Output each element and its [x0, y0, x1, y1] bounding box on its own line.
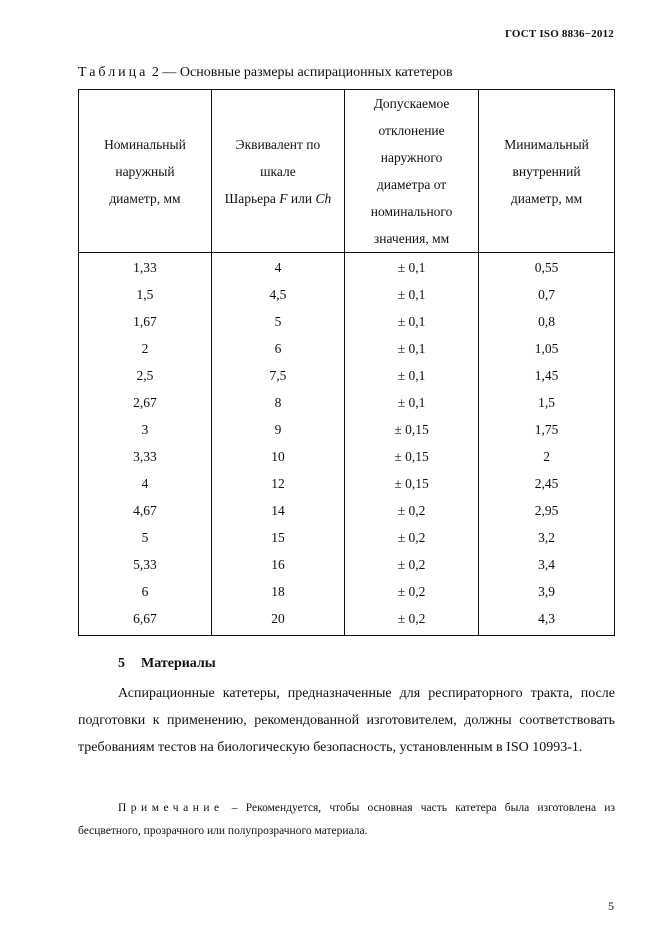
- table-row: [79, 443, 615, 470]
- table-cell: 1,33: [79, 253, 212, 282]
- table-cell: 2,67: [79, 389, 212, 416]
- table-cell: 3: [79, 416, 212, 443]
- table-row: [79, 389, 615, 416]
- table-cell: ± 0,1: [345, 389, 479, 416]
- column-header-min-inner-diameter: Минимальный внутренний диаметр, мм: [479, 90, 615, 253]
- column-header-tolerance: Допускаемое отклонение наружного диаметра от номинального значения, мм: [345, 90, 479, 253]
- table-caption-text: 2 — Основные размеры аспирационных катетеров: [148, 65, 453, 80]
- col2-line2: шкале: [260, 163, 296, 179]
- table-cell: 16: [211, 551, 344, 578]
- section-paragraph-text: Аспирационные катетеры, предназначенные для респираторного тракта, после подготовки к применению, рекомендованной изготовителем, должны соответствовать требованиям тестов на биологическую безопасность, установленным в ISO 10993-1.: [78, 686, 615, 755]
- table-cell: 9: [211, 416, 344, 443]
- table-cell: 1,5: [79, 281, 212, 308]
- column-header-charriere-equivalent: [211, 90, 344, 253]
- table-row: [79, 335, 615, 362]
- table-cell: 3,4: [479, 551, 615, 578]
- table-cell: 4,3: [479, 605, 615, 636]
- table-row: [79, 362, 615, 389]
- section-title: Материалы: [141, 656, 216, 671]
- table-cell: 6: [211, 335, 344, 362]
- note-text: – Рекомендуется, чтобы основная часть катетера была изготовлена из бесцветного, прозрачного или полупрозрачного материала.: [78, 802, 615, 837]
- catheter-dimensions-table: [78, 89, 615, 636]
- table-cell: 2,95: [479, 497, 615, 524]
- table-cell: 7,5: [211, 362, 344, 389]
- table-cell: 2: [79, 335, 212, 362]
- table-cell: 18: [211, 578, 344, 605]
- table-cell: 15: [211, 524, 344, 551]
- table-cell: 6,67: [79, 605, 212, 636]
- table-cell: ± 0,2: [345, 551, 479, 578]
- table-cell: ± 0,15: [345, 443, 479, 470]
- table-cell: 5: [211, 308, 344, 335]
- table-cell: ± 0,15: [345, 416, 479, 443]
- table-cell: 4: [211, 253, 344, 282]
- table-cell: 3,33: [79, 443, 212, 470]
- table-cell: 1,75: [479, 416, 615, 443]
- table-cell: 5,33: [79, 551, 212, 578]
- table-cell: 2,45: [479, 470, 615, 497]
- section-number: 5: [118, 656, 125, 671]
- table-body: [79, 253, 615, 636]
- table-cell: ± 0,1: [345, 362, 479, 389]
- column-header-nominal-diameter: Номинальный наружный диаметр, мм: [79, 90, 212, 253]
- section-heading: [118, 656, 216, 672]
- table-cell: ± 0,15: [345, 470, 479, 497]
- table-cell: 0,7: [479, 281, 615, 308]
- col2-line3: Шарьера F или Ch: [224, 190, 332, 206]
- col2-line1: Эквивалент по: [235, 136, 321, 152]
- table-cell: ± 0,1: [345, 281, 479, 308]
- table-row: [79, 524, 615, 551]
- table-cell: 2: [479, 443, 615, 470]
- note-label: Примечание: [118, 802, 224, 814]
- table-cell: 0,8: [479, 308, 615, 335]
- table-cell: ± 0,2: [345, 497, 479, 524]
- page-number: 5: [608, 899, 614, 913]
- table-cell: ± 0,2: [345, 605, 479, 636]
- table-cell: ± 0,2: [345, 524, 479, 551]
- table-cell: 14: [211, 497, 344, 524]
- table-row: [79, 497, 615, 524]
- table-cell: 4,67: [79, 497, 212, 524]
- document-code: ГОСТ ISO 8836−2012: [504, 28, 614, 40]
- table-header-row: [79, 90, 615, 253]
- table-cell: 3,2: [479, 524, 615, 551]
- table-caption: [78, 65, 453, 81]
- table-caption-prefix: Таблица: [78, 65, 149, 80]
- table-row: [79, 281, 615, 308]
- note-block: [78, 797, 615, 843]
- table-cell: 8: [211, 389, 344, 416]
- table-cell: 4,5: [211, 281, 344, 308]
- table-cell: ± 0,1: [345, 308, 479, 335]
- table-row: [79, 416, 615, 443]
- table-cell: 4: [79, 470, 212, 497]
- table-row: [79, 308, 615, 335]
- table-cell: 3,9: [479, 578, 615, 605]
- table-cell: 1,5: [479, 389, 615, 416]
- table-row: [79, 578, 615, 605]
- table-cell: ± 0,1: [345, 253, 479, 282]
- table-cell: 1,67: [79, 308, 212, 335]
- table-cell: 0,55: [479, 253, 615, 282]
- table-cell: 10: [211, 443, 344, 470]
- table-cell: 1,45: [479, 362, 615, 389]
- table-row: [79, 470, 615, 497]
- table-cell: 6: [79, 578, 212, 605]
- table-cell: ± 0,1: [345, 335, 479, 362]
- table-cell: 1,05: [479, 335, 615, 362]
- table-cell: 2,5: [79, 362, 212, 389]
- table-row: [79, 605, 615, 636]
- table-row: [79, 253, 615, 282]
- table-cell: ± 0,2: [345, 578, 479, 605]
- table-cell: 20: [211, 605, 344, 636]
- section-paragraph: [78, 680, 615, 761]
- table-cell: 12: [211, 470, 344, 497]
- table-row: [79, 551, 615, 578]
- table-cell: 5: [79, 524, 212, 551]
